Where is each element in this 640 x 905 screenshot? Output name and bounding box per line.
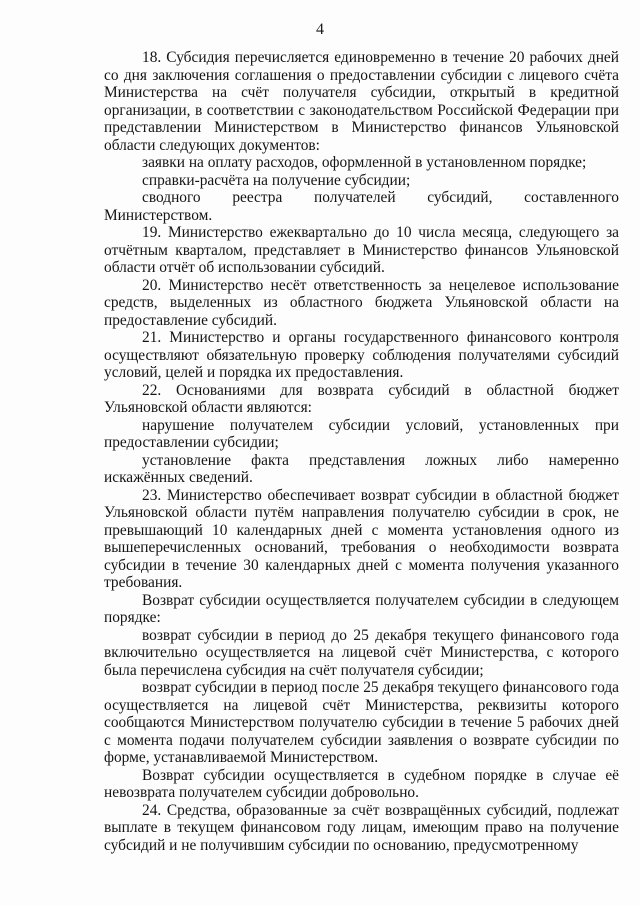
paragraph-court-return: Возврат субсидии осуществляется в судебном порядке в случае её невозврата получателем субсидии добровольно.: [104, 766, 619, 801]
list-item: возврат субсидии в период до 25 декабря текущего финансового года включительно осуществляется на лицевой счёт Министерства, с которого была перечислена субсидия на счёт получателя субсидии;: [104, 626, 619, 679]
list-item: заявки на оплату расходов, оформленной в установленном порядке;: [142, 154, 587, 171]
paragraph-24: 24. Средства, образованные за счёт возвращённых субсидий, подлежат выплате в текущем финансовом году лицам, имеющим право на получение субсидий и не получившим субсидии по основанию, предусмотренному: [104, 801, 619, 854]
paragraph-22: 22. Основаниями для возврата субсидий в областной бюджет Ульяновской области являются:: [104, 381, 619, 416]
paragraph-20: 20. Министерство несёт ответственность за нецелевое использование средств, выделенных из областного бюджета Ульяновской области на предоставление субсидий.: [104, 276, 619, 329]
list-item: сводного реестра получателей субсидий, составленного Министерством.: [104, 189, 619, 224]
list-item: возврат субсидии в период после 25 декабря текущего финансового года осуществляется на лицевой счёт Министерства, реквизиты которого сообщаются Министерством получателю субсидии в течение 5 рабочих дней с момента подачи получателем субсидии заявления о возврате субсидии по форме, устанавливаемой Министерством.: [104, 679, 619, 766]
paragraph-18: 18. Субсидия перечисляется единовременно в течение 20 рабочих дней со дня заключения соглашения о предоставлении субсидии с лицевого счёта Министерства на счёт получателя субсидии, открытый в кредитной организации, в соответствии с законодательством Российской Федерации при представлении Министерством в Министерство финансов Ульяновской области следующих документов:: [104, 49, 619, 154]
list-item: справки-расчёта на получение субсидии;: [142, 171, 411, 189]
document-body: [104, 49, 619, 854]
paragraph-return-order: Возврат субсидии осуществляется получателем субсидии в следующем порядке:: [104, 591, 619, 626]
paragraph-23: 23. Министерство обеспечивает возврат субсидии в областной бюджет Ульяновской области путём направления получателю субсидии в срок, не превышающий 10 календарных дней с момента установления одного из вышеперечисленных оснований, требования о необходимости возврата субсидии в течение 30 календарных дней с момента получения указанного требования.: [104, 486, 619, 591]
paragraph-19: 19. Министерство ежеквартально до 10 числа месяца, следующего за отчётным кварталом, представляет в Министерство финансов Ульяновской области отчёт об использовании субсидий.: [104, 224, 619, 276]
page-number: 4: [316, 21, 324, 38]
list-item: установление факта представления ложных либо намеренно искажённых сведений.: [104, 451, 619, 486]
paragraph-21: 21. Министерство и органы государственного финансового контроля осуществляют обязательную проверку соблюдения получателями субсидий условий, целей и порядка их предоставления.: [104, 329, 619, 381]
list-item: нарушение получателем субсидии условий, установленных при предоставлении субсидии;: [104, 416, 619, 451]
